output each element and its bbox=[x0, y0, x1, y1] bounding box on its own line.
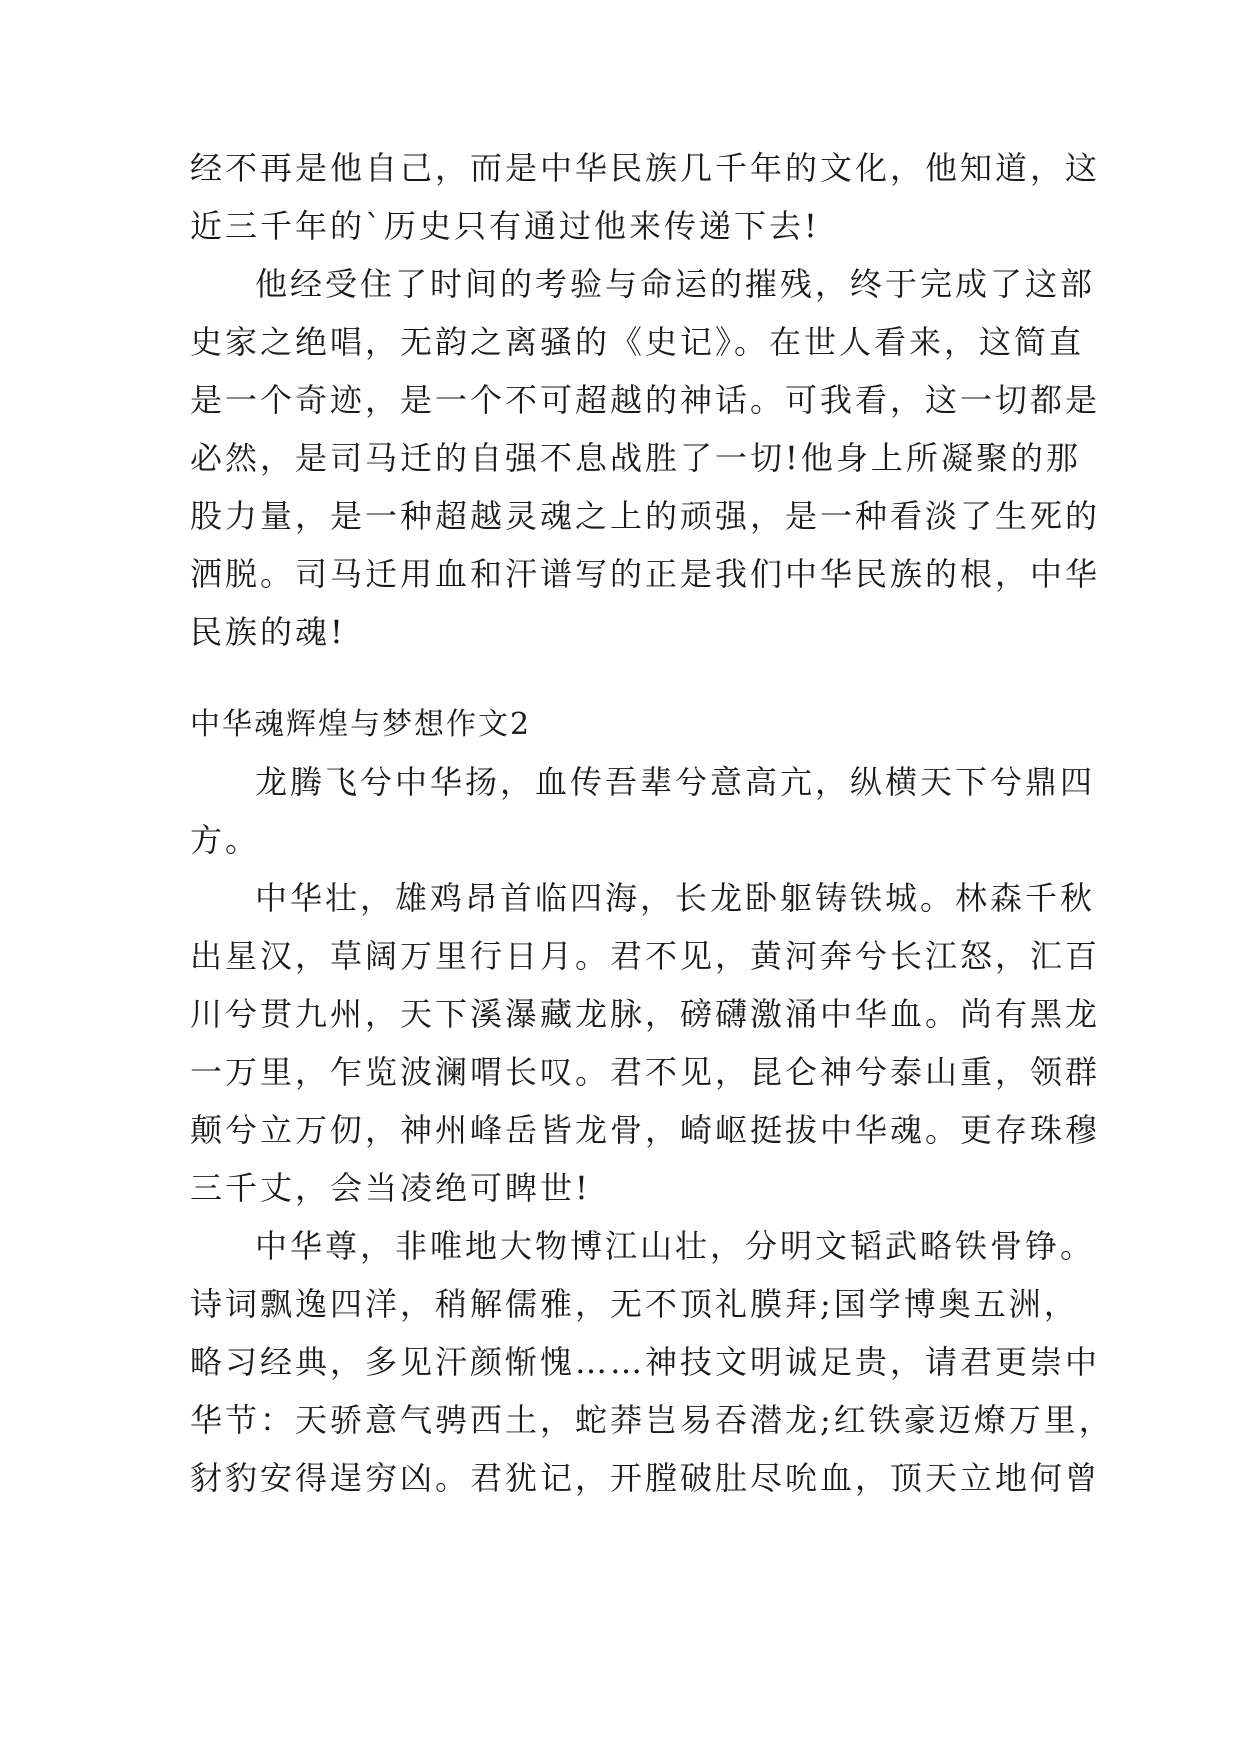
text-line: 川兮贯九州，天下溪瀑藏龙脉，磅礴激涌中华血。尚有黑龙 bbox=[190, 995, 1101, 1033]
text-line: 龙腾飞兮中华扬，血传吾辈兮意高亢，纵横天下兮鼎四 bbox=[255, 763, 1096, 801]
text-line: 出星汉，草阔万里行日月。君不见，黄河奔兮长江怒，汇百 bbox=[190, 937, 1101, 975]
text-line: 是一个奇迹，是一个不可超越的神话。可我看，这一切都是 bbox=[190, 381, 1101, 419]
text-line: 一万里，乍览波澜喟长叹。君不见，昆仑神兮泰山重，领群 bbox=[190, 1053, 1101, 1091]
text-line: 他经受住了时间的考验与命运的摧残，终于完成了这部 bbox=[255, 265, 1096, 303]
text-line: 豺豹安得逞穷凶。君犹记，开膛破肚尽吮血，顶天立地何曾 bbox=[190, 1459, 1101, 1497]
text-line: 必然，是司马迁的自强不息战胜了一切!他身上所凝聚的那 bbox=[190, 439, 1081, 477]
text-line: 三千丈，会当凌绝可睥世! bbox=[190, 1169, 591, 1207]
text-line: 颠兮立万仞，神州峰岳皆龙骨，崎岖挺拔中华魂。更存珠穆 bbox=[190, 1111, 1101, 1149]
text-line: 股力量，是一种超越灵魂之上的顽强，是一种看淡了生死的 bbox=[190, 497, 1101, 535]
text-line: 近三千年的`历史只有通过他来传递下去! bbox=[190, 207, 820, 245]
text-line: 经不再是他自己，而是中华民族几千年的文化，他知道，这 bbox=[190, 149, 1101, 187]
section-heading: 中华魂辉煌与梦想作文2 bbox=[190, 707, 532, 742]
text-line: 洒脱。司马迁用血和汗谱写的正是我们中华民族的根，中华 bbox=[190, 555, 1101, 593]
text-line: 史家之绝唱，无韵之离骚的《史记》。在世人看来，这简直 bbox=[190, 323, 1085, 361]
text-line: 诗词飘逸四洋，稍解儒雅，无不顶礼膜拜;国学博奥五洲， bbox=[190, 1285, 1079, 1323]
text-line: 中华尊，非唯地大物博江山壮，分明文韬武略铁骨铮。 bbox=[255, 1227, 1096, 1265]
text-line: 略习经典，多见汗颜惭愧……神技文明诚足贵，请君更崇中 bbox=[190, 1343, 1101, 1381]
text-line: 华节：天骄意气骋西土，蛇莽岂易吞潜龙;红铁豪迈燎万里， bbox=[190, 1401, 1114, 1439]
text-line: 中华壮，雄鸡昂首临四海，长龙卧躯铸铁城。林森千秋 bbox=[255, 879, 1096, 917]
text-line: 民族的魂! bbox=[190, 613, 346, 651]
text-line: 方。 bbox=[190, 821, 261, 859]
